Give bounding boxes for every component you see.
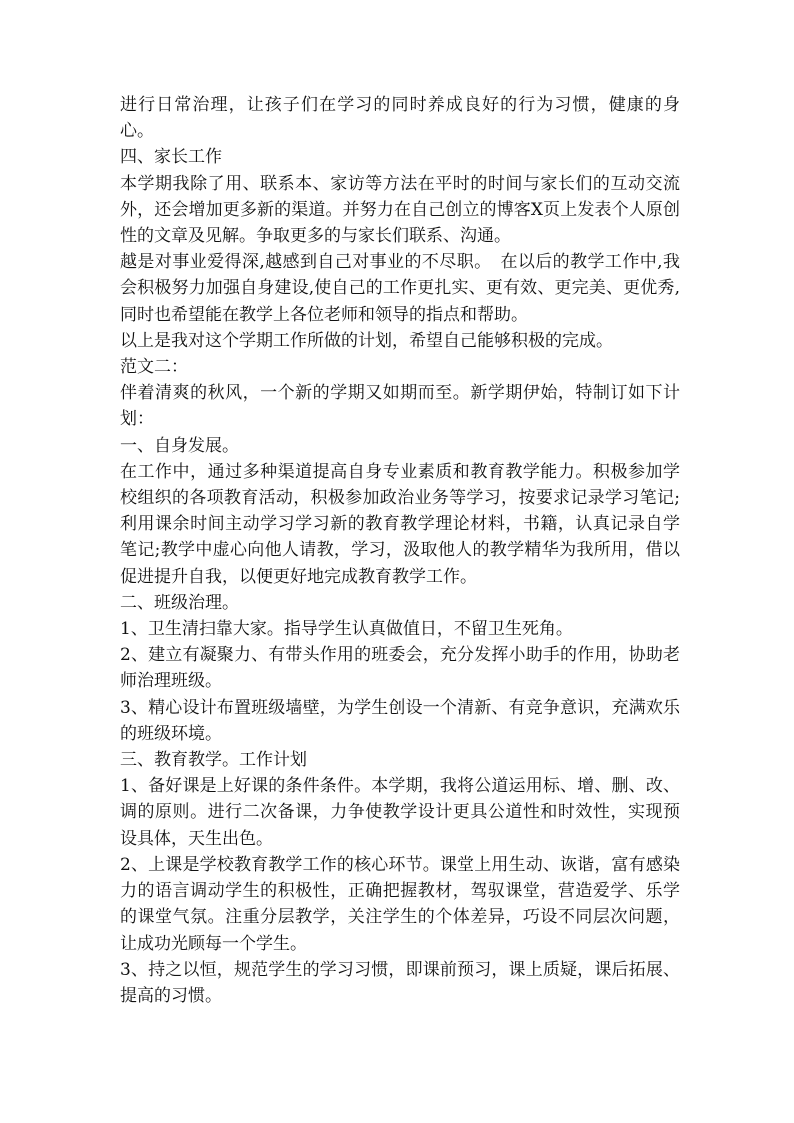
paragraph-new-semester: 伴着清爽的秋风，一个新的学期又如期而至。新学期伊始，特制订如下计划： <box>120 383 680 430</box>
paragraph-dedication: 越是对事业爱得深,越感到自己对事业的不尽职。 在以后的教学工作中,我会积极努力加强自身建设,使自己的工作更扎实、更有效、更完美、更优秀,同时也希望能在教学上各位老师和领导的指点和帮助。 <box>120 252 680 325</box>
document-body <box>120 92 680 1009</box>
heading-teaching: 三、教育教学。工作计划 <box>120 750 307 771</box>
heading-self-development: 一、自身发展。 <box>120 435 239 456</box>
list-item-cleaning: 1、卫生清扫靠大家。指导学生认真做值日，不留卫生死角。 <box>120 619 573 640</box>
heading-class-management: 二、班级治理。 <box>120 592 239 613</box>
heading-sample-two: 范文二： <box>120 357 188 378</box>
paragraph-health-habits: 进行日常治理，让孩子们在学习的同时养成良好的行为习惯，健康的身心。 <box>120 95 680 142</box>
paragraph-parent-communication: 本学期我除了用、联系本、家访等方法在平时的时间与家长们的互动交流外，还会增加更多新的渠道。并努力在自己创立的博客X页上发表个人原创性的文章及见解。争取更多的与家长们联系、沟通。 <box>120 173 680 247</box>
list-item-classroom-walls: 3、精心设计布置班级墙壁，为学生创设一个清新、有竞争意识，充满欢乐的班级环境。 <box>120 697 680 744</box>
heading-parent-work: 四、家长工作 <box>120 147 222 168</box>
list-item-study-habits: 3、持之以恒，规范学生的学习习惯，即课前预习，课上质疑，课后拓展、提高的习惯。 <box>120 959 680 1006</box>
paragraph-plan-summary: 以上是我对这个学期工作所做的计划，希望自己能够积极的完成。 <box>120 330 613 351</box>
list-item-class-committee: 2、建立有凝聚力、有带头作用的班委会，充分发挥小助手的作用，协助老师治理班级。 <box>120 645 680 692</box>
list-item-lesson-prep: 1、备好课是上好课的条件条件。本学期，我将公道运用标、增、删、改、调的原则。进行二次备课，力争使教学设计更具公道性和时效性，实现预设具体，天生出色。 <box>120 776 680 849</box>
paragraph-self-development: 在工作中，通过多种渠道提高自身专业素质和教育教学能力。积极参加学校组织的各项教育活动，积极参加政治业务等学习，按要求记录学习笔记;利用课余时间主动学习学习新的教育教学理论材料，书籍，认真记录自学笔记;教学中虚心向他人请教，学习，汲取他人的教学精华为我所用，借以促进提升自我，以便更好地完成教育教学工作。 <box>120 461 680 587</box>
list-item-classroom-teaching: 2、上课是学校教育教学工作的核心环节。课堂上用生动、诙谐，富有感染力的语言调动学生的积极性，正确把握教材，驾驭课堂，营造爱学、乐学的课堂气氛。注重分层教学，关注学生的个体差异，巧设不同层次问题，让成功光顾每一个学生。 <box>120 854 680 954</box>
